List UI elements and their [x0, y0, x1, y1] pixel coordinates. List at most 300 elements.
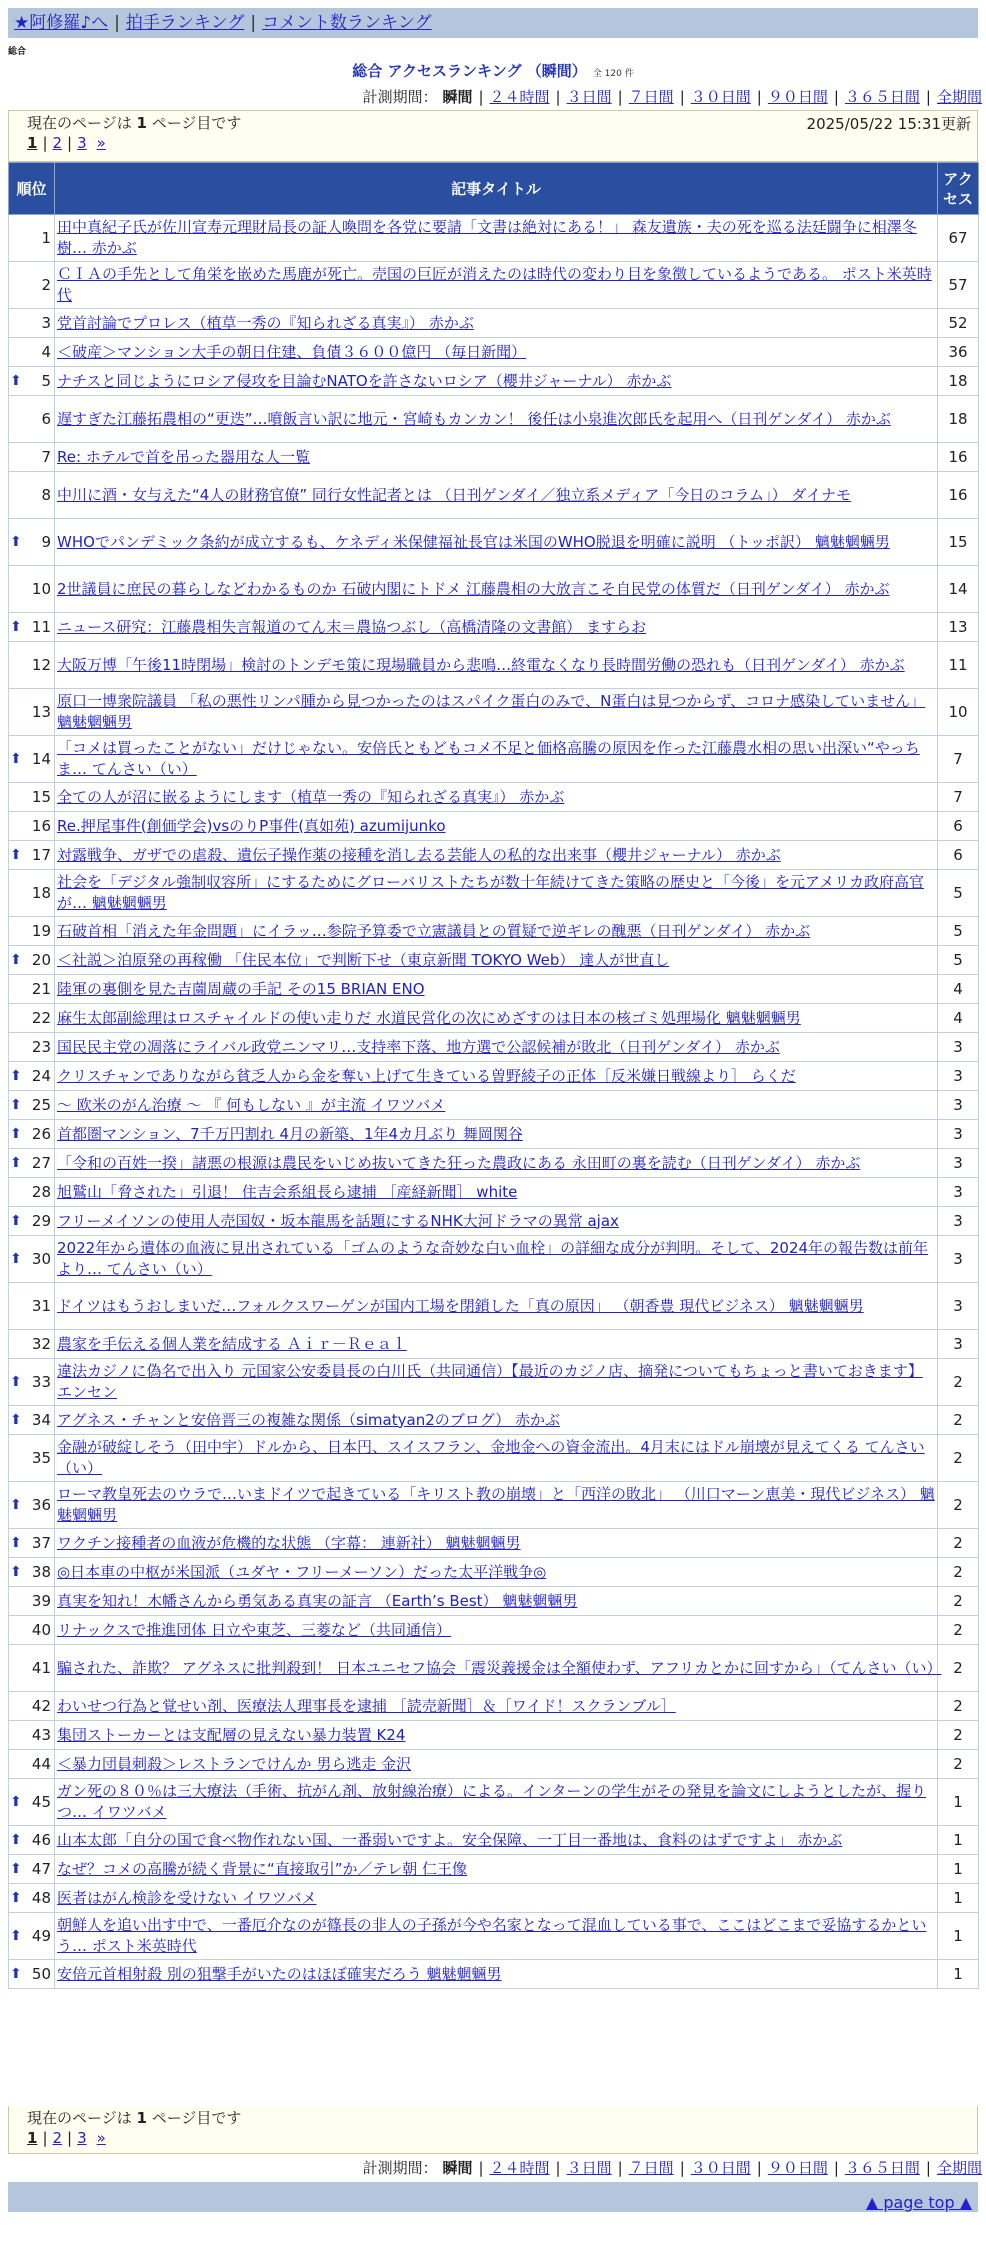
article-title-link[interactable]: クリスチャンでありながら貧乏人から金を奪い上げて生きている曽野綾子の正体［反米嫌日戦線より］ らくだ	[57, 1066, 796, 1085]
rank-number: 19	[31, 921, 51, 940]
article-title-link[interactable]: 2世議員に庶民の暮らしなどわかるものか 石破内閣にトドメ 江藤農相の大放言こそ自民党の体質だ（日刊ゲンダイ） 赤かぶ	[57, 579, 890, 598]
rank-cell	[9, 1913, 55, 1960]
rank-cell	[9, 812, 55, 841]
rank-number: 35	[31, 1448, 51, 1467]
article-title-link[interactable]: WHOでパンデミック条約が成立するも、ケネディ米保健福祉長官は米国のWHO脱退を明確に説明 （トッポ訳） 魑魅魍魎男	[57, 532, 890, 551]
rank-up-arrow-icon: ⬆	[10, 1154, 22, 1171]
title-cell	[55, 841, 938, 870]
access-count: 36	[938, 338, 979, 367]
rank-cell	[9, 309, 55, 338]
article-title-link[interactable]: 田中真紀子氏が佐川宣寿元理財局長の証人喚問を各党に要請「文書は絶対にある！」 森友遺族・夫の死を巡る法廷闘争に相澤冬樹… 赤かぶ	[57, 218, 917, 257]
title-cell	[55, 1406, 938, 1435]
article-title-link[interactable]: 党首討論でプロレス（植草一秀の『知られざる真実』） 赤かぶ	[57, 313, 474, 332]
article-title-link[interactable]: ＣＩＡの手先として角栄を嵌めた馬鹿が死亡。売国の巨匠が消えたのは時代の変わり目を象徴しているようである。 ポスト米英時代	[57, 265, 932, 304]
rank-up-arrow-icon: ⬆	[10, 1793, 22, 1810]
table-row	[9, 338, 979, 367]
table-row	[9, 870, 979, 917]
table-row	[9, 975, 979, 1004]
rank-cell	[9, 1645, 55, 1692]
title-cell	[55, 1529, 938, 1558]
rank-number: 48	[31, 1888, 51, 1907]
period-label-bottom: 計測期間：	[362, 2159, 438, 2177]
rank-cell	[9, 1406, 55, 1435]
rank-number: 22	[31, 1008, 51, 1027]
period-option-90d[interactable]: ９０日間	[767, 88, 828, 106]
article-title-link[interactable]: 対露戦争、ガザでの虐殺、遺伝子操作薬の接種を消し去る芸能人の私的な出来事（櫻井ジャーナル） 赤かぶ	[57, 845, 781, 864]
rank-up-arrow-icon: ⬆	[10, 1889, 22, 1906]
title-cell	[55, 1004, 938, 1033]
access-count: 2	[938, 1482, 979, 1529]
rank-cell	[9, 443, 55, 472]
period-option-365d-bottom[interactable]: ３６５日間	[844, 2159, 920, 2177]
rank-cell	[9, 1692, 55, 1721]
article-title-link[interactable]: 旭鷲山「脅された」引退！ 住吉会系組長ら逮捕 ［産経新聞］ white	[57, 1182, 518, 1201]
access-count: 15	[938, 519, 979, 566]
rank-cell	[9, 1207, 55, 1236]
rank-cell	[9, 338, 55, 367]
page-link-current: 1	[27, 134, 38, 152]
period-option-3d[interactable]: ３日間	[566, 88, 612, 106]
title-cell	[55, 946, 938, 975]
rank-cell	[9, 1855, 55, 1884]
rank-up-arrow-icon: ⬆	[10, 1125, 22, 1142]
table-row	[9, 736, 979, 783]
updated-time: 2025/05/22 15:31更新	[806, 115, 971, 133]
rank-cell	[9, 917, 55, 946]
table-row	[9, 1236, 979, 1283]
rank-number: 21	[31, 979, 51, 998]
rank-up-arrow-icon: ⬆	[10, 1373, 22, 1390]
table-row	[9, 1435, 979, 1482]
current-page-prefix: 現在のページは	[27, 114, 132, 132]
rank-number: 31	[31, 1296, 51, 1315]
rank-number: 46	[31, 1830, 51, 1849]
rank-cell	[9, 1721, 55, 1750]
access-count: 5	[938, 946, 979, 975]
table-row	[9, 1692, 979, 1721]
rank-cell	[9, 367, 55, 396]
title-cell	[55, 1120, 938, 1149]
rank-number: 30	[31, 1249, 51, 1268]
title-cell	[55, 1149, 938, 1178]
period-option-30d-bottom[interactable]: ３０日間	[690, 2159, 751, 2177]
article-title-link[interactable]: 全ての人が沼に嵌るようにします（植草一秀の『知られざる真実』） 赤かぶ	[57, 787, 565, 806]
table-row	[9, 215, 979, 262]
page-link-3-bottom[interactable]: 3	[77, 2129, 87, 2147]
rank-number: 29	[31, 1211, 51, 1230]
rank-number: 25	[31, 1095, 51, 1114]
page-links-bottom: 1 | 2 | 3 »	[27, 2129, 106, 2147]
rank-cell	[9, 1178, 55, 1207]
access-count: 1	[938, 1960, 979, 1989]
article-title-link[interactable]: 2022年から遺体の血液に見出されている「ゴムのような奇妙な白い血栓」の詳細な成分が判明。そして、2024年の報告数は前年より… てんさい（い）	[57, 1239, 929, 1278]
period-selector-bottom: 計測期間： 瞬間 | ２４時間 | ３日間 | ７日間 | ３０日間 | ９０日間 | ３６５日間 | 全期間	[362, 2159, 982, 2177]
rank-number: 2	[41, 275, 51, 294]
rank-up-arrow-icon: ⬆	[10, 1965, 22, 1982]
page-link-2-bottom[interactable]: 2	[52, 2129, 63, 2147]
access-count: 2	[938, 1587, 979, 1616]
table-row	[9, 1779, 979, 1826]
article-title-link[interactable]: 陸軍の裏側を見た吉薗周蔵の手記 その15 BRIAN ENO	[57, 979, 425, 998]
title-cell	[55, 566, 938, 613]
article-title-link[interactable]: ニュース研究：江藤農相失言報道のてん末＝農協つぶし（高橋清隆の文書館） ますらお	[57, 617, 647, 636]
title-cell	[55, 613, 938, 642]
period-option-365d[interactable]: ３６５日間	[844, 88, 920, 106]
article-title-link[interactable]: 騙された、詐欺？ アグネスに批判殺到！ 日本ユニセフ協会「震災義援金は全額使わず、アフリカとかに回すから」（てんさい（い）	[57, 1658, 942, 1677]
article-title-link[interactable]: ◎日本車の中枢が米国派（ユダヤ・フリーメーソン）だった太平洋戦争◎	[57, 1562, 547, 1581]
nav-link-comment-ranking[interactable]: コメント数ランキング	[262, 13, 432, 33]
period-option-7d-bottom[interactable]: ７日間	[628, 2159, 674, 2177]
ranking-body	[9, 215, 979, 1989]
title-cell	[55, 689, 938, 736]
table-row	[9, 1645, 979, 1692]
article-title-link[interactable]: 医者はがん検診を受けない イワツバメ	[57, 1888, 317, 1907]
rank-up-arrow-icon: ⬆	[10, 618, 22, 635]
title-cell	[55, 1236, 938, 1283]
period-current-bottom: 瞬間	[442, 2159, 473, 2177]
access-count: 2	[938, 1616, 979, 1645]
title-cell	[55, 1884, 938, 1913]
current-page-suffix-bottom: ページ目です	[151, 2109, 242, 2127]
rank-cell	[9, 1779, 55, 1826]
article-title-link[interactable]: わいせつ行為と覚せい剤、医療法人理事長を逮捕 ［読売新聞］＆［ワイド！スクランブル］	[57, 1696, 676, 1715]
access-count: 3	[938, 1120, 979, 1149]
page-title-wrap	[0, 60, 986, 81]
rank-number: 17	[31, 845, 51, 864]
article-title-link[interactable]: 金融が破綻しそう（田中宇）ドルから、日本円、スイスフラン、金地金への資金流出。4月末にはドル崩壊が見えてくる てんさい（い）	[57, 1438, 925, 1477]
table-row	[9, 1207, 979, 1236]
title-cell	[55, 1482, 938, 1529]
access-count: 2	[938, 1721, 979, 1750]
rank-number: 5	[41, 371, 51, 390]
access-count: 3	[938, 1091, 979, 1120]
pager-bottom	[8, 2106, 978, 2154]
table-row	[9, 1721, 979, 1750]
table-row	[9, 1359, 979, 1406]
article-title-link[interactable]: ～ 欧米のがん治療 ～ 『 何もしない 』が主流 イワツバメ	[57, 1095, 446, 1114]
article-title-link[interactable]: Re.押尾事件(創価学会)vsのりP事件(真如苑) azumijunko	[57, 816, 446, 835]
access-count: 3	[938, 1033, 979, 1062]
title-cell	[55, 1359, 938, 1406]
access-count: 11	[938, 642, 979, 689]
rank-up-arrow-icon: ⬆	[10, 372, 22, 389]
rank-up-arrow-icon: ⬆	[10, 1212, 22, 1229]
header-title: 記事タイトル	[55, 163, 938, 215]
rank-up-arrow-icon: ⬆	[10, 750, 22, 767]
title-cell	[55, 917, 938, 946]
article-title-link[interactable]: 首都圏マンション、7千万円割れ 4月の新築、1年4カ月ぶり 舞岡関谷	[57, 1124, 523, 1143]
rank-up-arrow-icon: ⬆	[10, 846, 22, 863]
article-title-link[interactable]: リナックスで推進団体 日立や東芝、三菱など（共同通信）	[57, 1620, 452, 1639]
article-title-link[interactable]: 遅すぎた江藤拓農相の“更迭”…噴飯言い訳に地元・宮崎もカンカン！ 後任は小泉進次郎氏を起用へ（日刊ゲンダイ） 赤かぶ	[57, 409, 891, 428]
rank-number: 45	[31, 1792, 51, 1811]
rank-number: 33	[31, 1372, 51, 1391]
access-count: 3	[938, 1330, 979, 1359]
article-title-link[interactable]: ＜破産＞マンション大手の朝日住建、負債３６００億円 （毎日新聞）	[57, 342, 527, 361]
article-title-link[interactable]: 朝鮮人を追い出す中で、一番厄介なのが篠長の非人の子孫が今や名家となって混血している事で、ここはどこまで妥協するかという… ポスト米英時代	[57, 1916, 927, 1955]
table-row	[9, 309, 979, 338]
rank-number: 24	[31, 1066, 51, 1085]
article-title-link[interactable]: 中川に酒・女与えた“4人の財務官僚” 同行女性記者とは （日刊ゲンダイ／独立系メディア「今日のコラム」） ダイナモ	[57, 485, 852, 504]
rank-up-arrow-icon: ⬆	[10, 1534, 22, 1551]
access-count: 13	[938, 613, 979, 642]
table-row	[9, 1587, 979, 1616]
page-link-current-bottom: 1	[27, 2129, 38, 2147]
article-title-link[interactable]: フリーメイソンの使用人売国奴・坂本龍馬を話題にするNHK大河ドラマの異常 ajax	[57, 1211, 619, 1230]
rank-number: 1	[41, 228, 51, 247]
current-page-prefix-bottom: 現在のページは	[27, 2109, 132, 2127]
article-title-link[interactable]: ドイツはもうおしまいだ…フォルクスワーゲンが国内工場を閉鎖した「真の原因」 （朝香豊 現代ビジネス） 魑魅魍魎男	[57, 1296, 864, 1315]
access-count: 5	[938, 917, 979, 946]
table-row	[9, 917, 979, 946]
article-title-link[interactable]: なぜ？コメの高騰が続く背景に“直接取引”か／テレ朝 仁王像	[57, 1859, 468, 1878]
article-title-link[interactable]: 安倍元首相射殺 別の狙撃手がいたのはほぼ確実だろう 魑魅魍魎男	[57, 1964, 502, 1983]
title-cell	[55, 1435, 938, 1482]
rank-number: 26	[31, 1124, 51, 1143]
current-page-number-bottom: 1	[136, 2109, 147, 2127]
access-count: 6	[938, 812, 979, 841]
title-cell	[55, 396, 938, 443]
rank-number: 8	[41, 485, 51, 504]
table-row	[9, 1120, 979, 1149]
table-row	[9, 841, 979, 870]
rank-cell	[9, 975, 55, 1004]
access-count: 7	[938, 736, 979, 783]
article-title-link[interactable]: ＜社説＞泊原発の再稼働 「住民本位」で判断下せ（東京新聞 TOKYO Web） 達人が世直し	[57, 950, 670, 969]
article-title-link[interactable]: Re: ホテルで首を吊った器用な人一覧	[57, 447, 311, 466]
access-count: 1	[938, 1884, 979, 1913]
rank-cell	[9, 1960, 55, 1989]
article-title-link[interactable]: 山本太郎「自分の国で食べ物作れない国、一番弱いですよ。安全保障、一丁目一番地は、食料のはずですよ」 赤かぶ	[57, 1830, 843, 1849]
article-title-link[interactable]: 麻生太郎副総理はロスチャイルドの使い走りだ 水道民営化の次にめざすのは日本の核ゴミ処理場化 魑魅魍魎男	[57, 1008, 801, 1027]
access-count: 2	[938, 1406, 979, 1435]
table-row	[9, 1884, 979, 1913]
title-cell	[55, 1750, 938, 1779]
article-title-link[interactable]: 「コメは買ったことがない」だけじゃない。安倍氏ともどもコメ不足と価格高騰の原因を作った江藤農水相の思い出深い“やっちま… てんさい（い）	[57, 739, 920, 778]
total-count: 全 120 件	[592, 69, 634, 79]
access-count: 4	[938, 1004, 979, 1033]
page-link-next[interactable]: »	[96, 134, 106, 152]
table-row	[9, 642, 979, 689]
table-row	[9, 1178, 979, 1207]
access-count: 2	[938, 1750, 979, 1779]
current-page-suffix: ページ目です	[151, 114, 242, 132]
table-row	[9, 396, 979, 443]
title-cell	[55, 309, 938, 338]
access-count: 3	[938, 1207, 979, 1236]
rank-number: 32	[31, 1334, 51, 1353]
rank-number: 6	[41, 409, 51, 428]
title-cell	[55, 338, 938, 367]
table-row	[9, 1558, 979, 1587]
article-title-link[interactable]: 真実を知れ！木幡さんから勇気ある真実の証言 （Earth’s Best） 魑魅魍魎男	[57, 1591, 578, 1610]
rank-cell	[9, 870, 55, 917]
access-count: 2	[938, 1359, 979, 1406]
rank-cell	[9, 1330, 55, 1359]
table-row	[9, 783, 979, 812]
rank-number: 28	[31, 1182, 51, 1201]
page-link-next-bottom[interactable]: »	[96, 2129, 106, 2147]
table-row	[9, 1091, 979, 1120]
access-count: 67	[938, 215, 979, 262]
page-link-3[interactable]: 3	[77, 134, 87, 152]
title-cell	[55, 1587, 938, 1616]
title-cell	[55, 642, 938, 689]
article-title-link[interactable]: 大阪万博「午後11時閉場」検討のトンデモ策に現場職員から悲鳴…終電なくなり長時間労働の恐れも（日刊ゲンダイ） 赤かぶ	[57, 655, 905, 674]
article-title-link[interactable]: 「令和の百姓一揆」諸悪の根源は農民をいじめ抜いてきた狂った農政にある 永田町の裏を読む（日刊ゲンダイ） 赤かぶ	[57, 1153, 861, 1172]
access-count: 52	[938, 309, 979, 338]
title-cell	[55, 870, 938, 917]
table-row	[9, 1330, 979, 1359]
access-count: 57	[938, 262, 979, 309]
rank-number: 14	[31, 749, 51, 768]
title-cell	[55, 215, 938, 262]
title-cell	[55, 1779, 938, 1826]
period-option-all[interactable]: 全期間	[936, 88, 982, 106]
article-title-link[interactable]: 集団ストーカーとは支配層の見えない暴力装置 K24	[57, 1725, 406, 1744]
rank-up-arrow-icon: ⬆	[10, 533, 22, 550]
rank-number: 34	[31, 1410, 51, 1429]
access-count: 3	[938, 1236, 979, 1283]
access-count: 3	[938, 1062, 979, 1091]
article-title-link[interactable]: ナチスと同じようにロシア侵攻を目論むNATOを許さないロシア（櫻井ジャーナル） 赤かぶ	[57, 371, 672, 390]
access-count: 16	[938, 472, 979, 519]
rank-number: 42	[31, 1696, 51, 1715]
page-top-link[interactable]: ▲ page top ▲	[865, 2193, 972, 2212]
article-title-link[interactable]: 社会を「デジタル強制収容所」にするためにグローバリストたちが数十年続けてきた策略の歴史と「今後」を元アメリカ政府高官が… 魑魅魍魎男	[57, 873, 925, 912]
page-link-2[interactable]: 2	[52, 134, 63, 152]
title-cell	[55, 1178, 938, 1207]
access-count: 3	[938, 1283, 979, 1330]
access-count: 2	[938, 1558, 979, 1587]
table-row	[9, 1406, 979, 1435]
period-label: 計測期間：	[362, 88, 438, 106]
access-count: 2	[938, 1529, 979, 1558]
rank-number: 9	[41, 532, 51, 551]
rank-cell	[9, 736, 55, 783]
title-cell	[55, 262, 938, 309]
article-title-link[interactable]: 原口一博衆院議員 「私の悪性リンパ腫から見つかったのはスパイク蛋白のみで、N蛋白は見つからず、コロナ感染していません」 魑魅魍魎男	[57, 692, 926, 731]
access-count: 3	[938, 1178, 979, 1207]
article-title-link[interactable]: ワクチン接種者の血液が危機的な状態 （字幕： 連新社） 魑魅魍魎男	[57, 1533, 521, 1552]
rank-number: 27	[31, 1153, 51, 1172]
rank-cell	[9, 519, 55, 566]
rank-cell	[9, 472, 55, 519]
table-row	[9, 262, 979, 309]
period-option-3d-bottom[interactable]: ３日間	[566, 2159, 612, 2177]
table-row	[9, 519, 979, 566]
table-row	[9, 812, 979, 841]
table-row	[9, 472, 979, 519]
rank-cell	[9, 1091, 55, 1120]
rank-cell	[9, 946, 55, 975]
rank-up-arrow-icon: ⬆	[10, 1927, 22, 1944]
rank-cell	[9, 1062, 55, 1091]
title-cell	[55, 1960, 938, 1989]
access-count: 1	[938, 1826, 979, 1855]
header-rank: 順位	[9, 163, 55, 215]
title-cell	[55, 1207, 938, 1236]
article-title-link[interactable]: アグネス・チャンと安倍晋三の複雑な関係（simatyan2のブログ） 赤かぶ	[57, 1410, 560, 1429]
article-title-link[interactable]: 違法カジノに偽名で出入り 元国家公安委員長の白川氏（共同通信）【最近のカジノ店、摘発についてもちょっと書いておきます】 エンセン	[57, 1362, 923, 1401]
rank-cell	[9, 1283, 55, 1330]
rank-cell	[9, 1529, 55, 1558]
article-title-link[interactable]: ガン死の８０％は三大療法（手術、抗がん剤、放射線治療）による。インターンの学生がその発見を論文にしようとしたが、握りつ… イワツバメ	[57, 1782, 927, 1821]
period-option-30d[interactable]: ３０日間	[690, 88, 751, 106]
title-cell	[55, 1033, 938, 1062]
article-title-link[interactable]: ローマ教皇死去のウラで…いまドイツで起きている「キリスト教の崩壊」と「西洋の敗北」 （川口マーン恵美・現代ビジネス） 魑魅魍魎男	[57, 1485, 935, 1524]
article-title-link[interactable]: 国民民主党の凋落にライバル政党ニンマリ…支持率下落、地方選で公認候補が敗北（日刊ゲンダイ） 赤かぶ	[57, 1037, 780, 1056]
rank-cell	[9, 1033, 55, 1062]
table-row	[9, 1529, 979, 1558]
rank-cell	[9, 396, 55, 443]
article-title-link[interactable]: 石破首相「消えた年金問題」にイラッ…参院予算委で立憲議員との質疑で逆ギレの醜悪（日刊ゲンダイ） 赤かぶ	[57, 921, 811, 940]
title-cell	[55, 1645, 942, 1692]
nav-link-applause-ranking[interactable]: 拍手ランキング	[125, 13, 245, 33]
rank-number: 36	[31, 1495, 51, 1514]
table-row	[9, 1482, 979, 1529]
rank-cell	[9, 215, 55, 262]
rank-cell	[9, 262, 55, 309]
rank-up-arrow-icon: ⬆	[10, 1096, 22, 1113]
table-row	[9, 1033, 979, 1062]
rank-up-arrow-icon: ⬆	[10, 1496, 22, 1513]
access-count: 14	[938, 566, 979, 613]
access-count: 3	[938, 1149, 979, 1178]
access-count: 2	[938, 1435, 979, 1482]
current-page-number: 1	[136, 114, 147, 132]
rank-number: 40	[31, 1620, 51, 1639]
table-row	[9, 1826, 979, 1855]
article-title-link[interactable]: ＜暴力団員刺殺＞レストランでけんか 男ら逃走 金沢	[57, 1754, 412, 1773]
rank-cell	[9, 1149, 55, 1178]
access-count: 5	[938, 870, 979, 917]
rank-cell	[9, 613, 55, 642]
rank-number: 4	[41, 342, 51, 361]
rank-number: 7	[41, 447, 51, 466]
access-count: 1	[938, 1913, 979, 1960]
rank-cell	[9, 1236, 55, 1283]
table-row	[9, 1913, 979, 1960]
period-option-all-bottom[interactable]: 全期間	[936, 2159, 982, 2177]
period-option-24h[interactable]: ２４時間	[489, 88, 550, 106]
rank-number: 43	[31, 1725, 51, 1744]
rank-up-arrow-icon: ⬆	[10, 1563, 22, 1580]
rank-cell	[9, 1435, 55, 1482]
page-title: 総合 アクセスランキング （瞬間）	[352, 62, 587, 80]
access-count: 16	[938, 443, 979, 472]
title-cell	[55, 367, 938, 396]
rank-number: 44	[31, 1754, 51, 1773]
rank-cell	[9, 1558, 55, 1587]
period-option-90d-bottom[interactable]: ９０日間	[767, 2159, 828, 2177]
title-cell	[55, 736, 938, 783]
title-cell	[55, 975, 938, 1004]
period-option-24h-bottom[interactable]: ２４時間	[489, 2159, 550, 2177]
footer-bar	[8, 2182, 978, 2212]
nav-link-asyura-home[interactable]: ★阿修羅♪へ	[14, 13, 109, 33]
title-cell	[55, 1616, 938, 1645]
table-row	[9, 1960, 979, 1989]
page-links: 1 | 2 | 3 »	[27, 134, 106, 152]
table-row	[9, 1149, 979, 1178]
article-title-link[interactable]: 農家を手伝える個人業を結成する Ａｉｒ－Ｒｅａｌ	[57, 1334, 407, 1353]
table-row	[9, 946, 979, 975]
table-row	[9, 1855, 979, 1884]
period-option-7d[interactable]: ７日間	[628, 88, 674, 106]
table-row	[9, 566, 979, 613]
rank-cell	[9, 566, 55, 613]
